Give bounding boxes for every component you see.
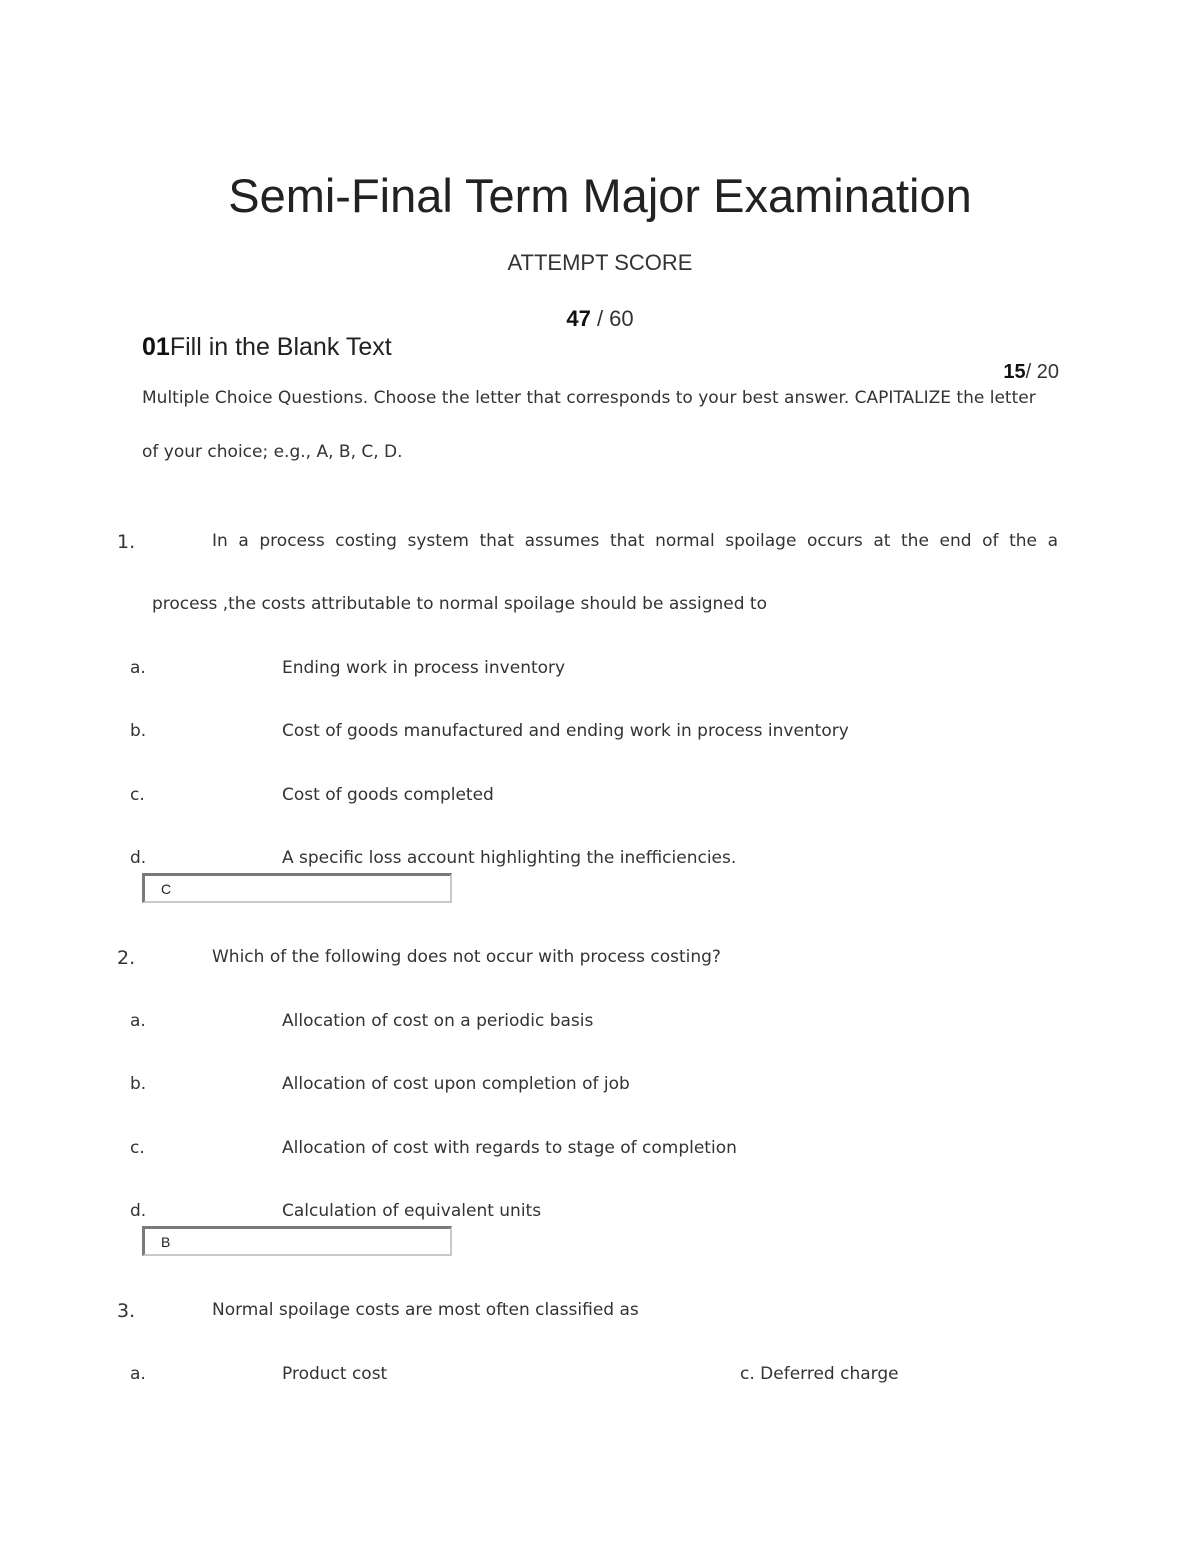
option-text: Cost of goods manufactured and ending work in process inventory [282,721,849,741]
question-text: Which of the following does not occur with process costing? [212,947,721,967]
section-title [142,333,392,362]
section-score [1003,361,1059,384]
question-text: Normal spoilage costs are most often classified as [212,1300,639,1320]
option-text: Product cost [282,1364,388,1384]
option-letter: a. [130,658,146,678]
option-letter: d. [130,848,147,868]
question-text-continued: process ,the costs attributable to normal spoilage should be assigned to [152,594,767,614]
section-score-value: 15 [1003,361,1026,383]
question-text: In a process costing system that assumes that normal spoilage occurs at the end of the a [212,531,1058,551]
option-text: Allocation of cost with regards to stage of completion [282,1138,737,1158]
attempt-score-label: ATTEMPT SCORE [507,250,693,275]
option-text: Cost of goods completed [282,785,494,805]
option-letter: c. [130,1138,145,1158]
option-text: A specific loss account highlighting the inefficiencies. [282,848,737,868]
option-letter: d. [130,1201,147,1221]
instructions-line-2: of your choice; e.g., A, B, C, D. [142,442,403,462]
section-score-total: / 20 [1025,361,1059,383]
question-number: 1. [117,531,136,553]
page-title: Semi-Final Term Major Examination [228,169,972,222]
instructions-line-1: Multiple Choice Questions. Choose the letter that corresponds to your best answer. CAPITALIZE the letter [142,388,1036,408]
option-text: Allocation of cost on a periodic basis [282,1011,594,1031]
option-text: Calculation of equivalent units [282,1201,542,1221]
question-number: 3. [117,1300,136,1322]
question-number: 2. [117,947,136,969]
attempt-score-total: / 60 [596,306,634,331]
answer-field-q2[interactable]: B [142,1226,452,1256]
option-letter: a. [130,1364,146,1384]
option-text: Ending work in process inventory [282,658,566,678]
attempt-score [0,306,1200,332]
option-letter: b. [130,721,147,741]
section-number: 01 [142,333,170,361]
option-letter: c. [130,785,145,805]
section-title-text: Fill in the Blank Text [169,333,392,361]
option-letter: a. [130,1011,146,1031]
option-text: Allocation of cost upon completion of job [282,1074,630,1094]
option-letter: b. [130,1074,147,1094]
option-text: c. Deferred charge [740,1364,899,1384]
answer-field-q1[interactable]: C [142,873,452,903]
attempt-score-value: 47 [566,306,591,331]
